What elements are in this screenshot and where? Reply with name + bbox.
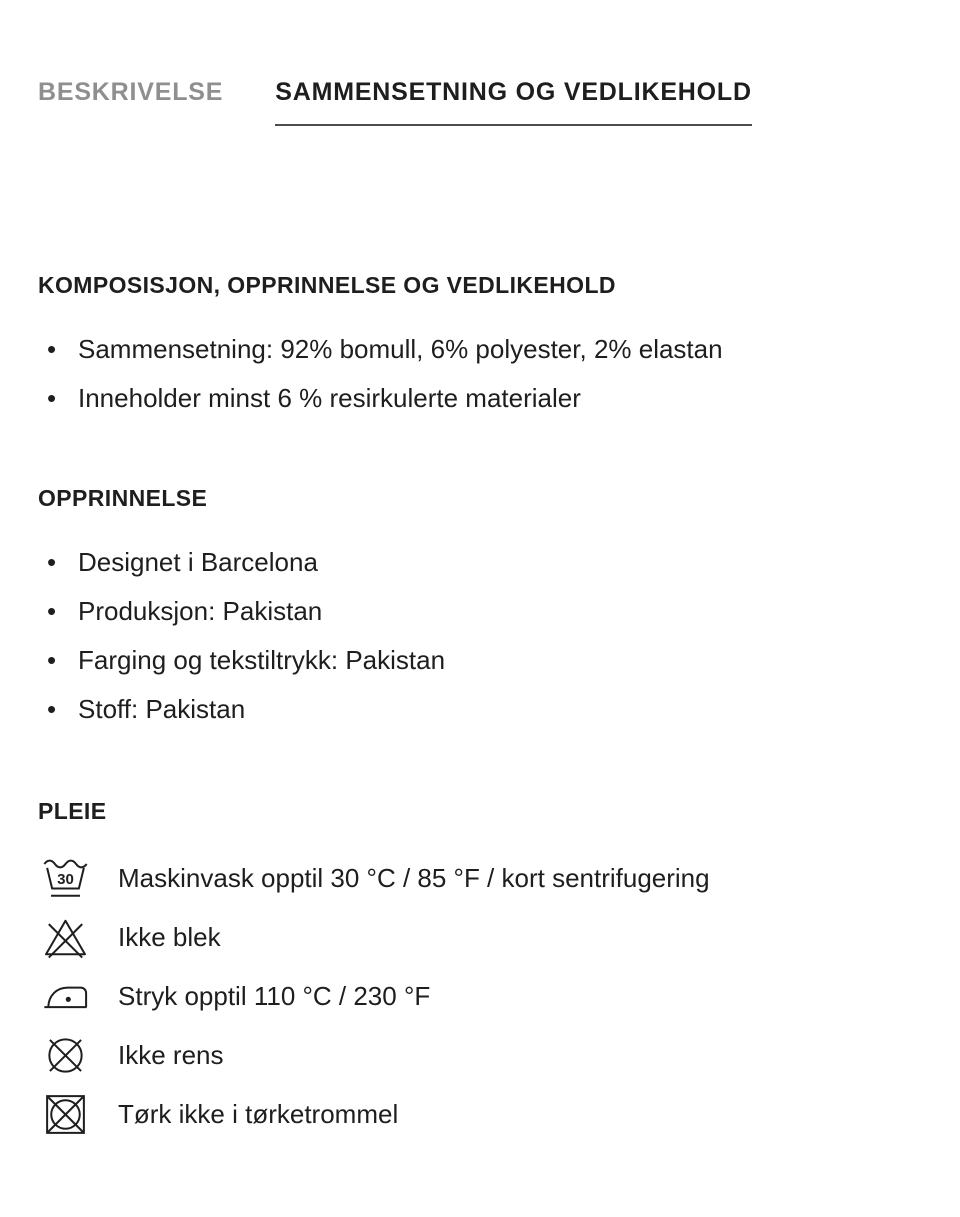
care-instructions-list bbox=[38, 849, 922, 1144]
composition-list bbox=[38, 325, 922, 423]
tab-sammensetning-og-vedlikehold[interactable]: SAMMENSETNING OG VEDLIKEHOLD bbox=[275, 78, 752, 126]
care-instruction-label: Ikke rens bbox=[118, 1040, 224, 1070]
composition-section-heading: KOMPOSISJON, OPPRINNELSE OG VEDLIKEHOLD bbox=[38, 272, 616, 298]
care-section-heading: PLEIE bbox=[38, 798, 107, 824]
care-row bbox=[38, 1026, 922, 1085]
wash-temp-label: 30 bbox=[56, 871, 74, 889]
list-item: • Farging og tekstiltrykk: Pakistan bbox=[38, 636, 922, 685]
list-item: • Inneholder minst 6 % resirkulerte materialer bbox=[38, 374, 922, 423]
do-not-tumble-dry-icon bbox=[38, 1090, 92, 1140]
care-instruction-label: Tørk ikke i tørketrommel bbox=[118, 1099, 399, 1129]
care-instruction-label: Stryk opptil 110 °C / 230 °F bbox=[118, 981, 431, 1011]
list-item: • Designet i Barcelona bbox=[38, 538, 922, 587]
care-instruction-label: Maskinvask opptil 30 °C / 85 °F / kort sentrifugering bbox=[118, 863, 710, 893]
tab-bar bbox=[38, 0, 922, 126]
care-row bbox=[38, 849, 922, 908]
care-instruction-label: Ikke blek bbox=[118, 922, 221, 952]
list-item: • Sammensetning: 92% bomull, 6% polyester, 2% elastan bbox=[38, 325, 922, 374]
list-item: • Produksjon: Pakistan bbox=[38, 587, 922, 636]
care-row bbox=[38, 908, 922, 967]
list-item: • Stoff: Pakistan bbox=[38, 685, 922, 734]
iron-low-heat-icon bbox=[38, 972, 92, 1022]
tab-beskrivelse[interactable]: BESKRIVELSE bbox=[38, 78, 224, 106]
machine-wash-30-icon bbox=[38, 854, 92, 904]
do-not-bleach-icon bbox=[38, 913, 92, 963]
care-row bbox=[38, 1085, 922, 1144]
origin-list bbox=[38, 538, 922, 734]
do-not-dry-clean-icon bbox=[38, 1031, 92, 1081]
care-row bbox=[38, 967, 922, 1026]
origin-section-heading: OPPRINNELSE bbox=[38, 485, 208, 511]
